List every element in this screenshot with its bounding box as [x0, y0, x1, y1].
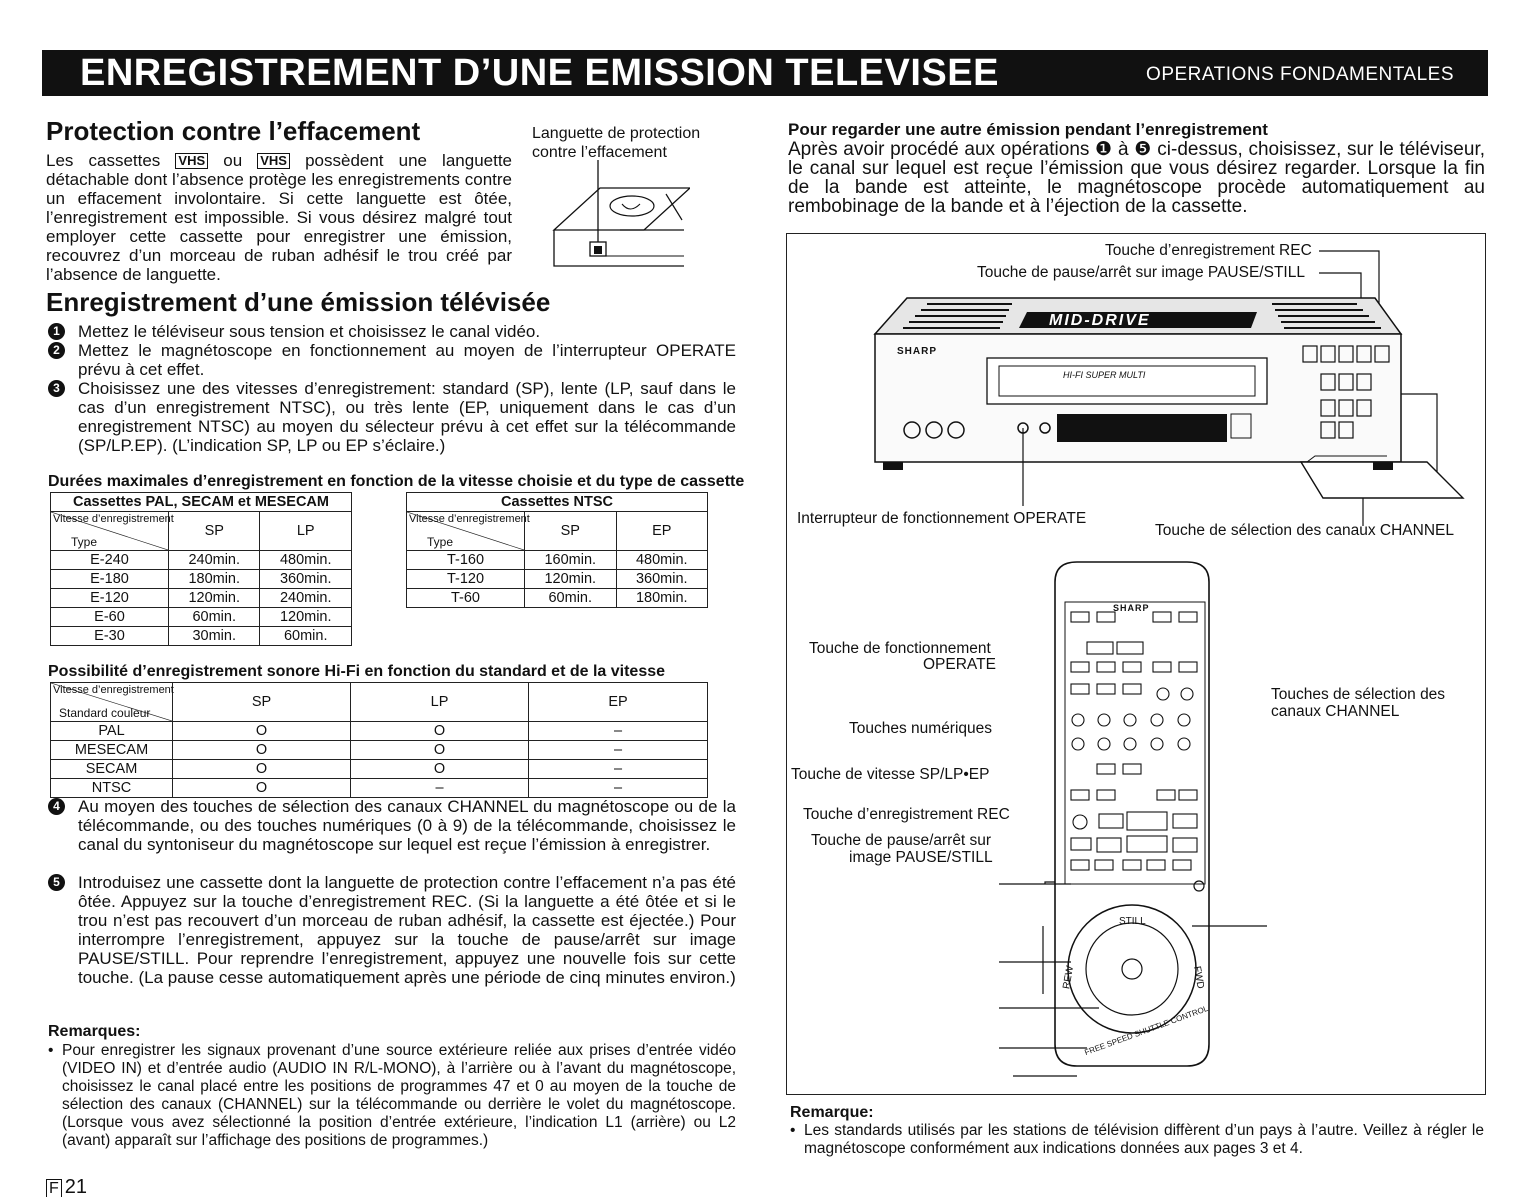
- vhs-logo-2: VHS: [257, 153, 290, 169]
- step-4: 4 Au moyen des touches de sélection des canaux CHANNEL du magnétoscope ou de la télécommande, ou des touches numériques (0 à 9) de la télécommande, choisissez le canal du syntoniseur du magnétoscope sur lequel est reçue l’émission à enregistrer.: [48, 797, 736, 854]
- page-number: F 21: [46, 1176, 87, 1197]
- remote-illustration: [787, 554, 1487, 1094]
- column-header: EP: [616, 512, 708, 551]
- step-number: 1: [48, 323, 65, 340]
- table-row: PAL O O –: [51, 722, 708, 741]
- other-program-text: Après avoir procédé aux opérations ❶ à ❺ ci-dessus, choisissez, sur le téléviseur, le canal sur lequel est reçue l’émission que vous désirez regarder. Lorsque la fin de la bande est atteinte, le magnétoscope procède automatiquement au rembobinage de la bande et à l’éjection de la cassette.: [788, 139, 1485, 217]
- table-row: E-180 180min. 360min.: [51, 570, 352, 589]
- remote-channel-label-2: canaux CHANNEL: [1271, 703, 1400, 720]
- table-group-header: Cassettes PAL, SECAM et MESECAM: [51, 493, 352, 512]
- step-number: 5: [48, 874, 65, 891]
- remote-speed-label: Touche de vitesse SP/LP•EP: [791, 766, 990, 783]
- remote-brand: SHARP: [1113, 603, 1150, 613]
- step-2: 2 Mettez le magnétoscope en fonctionnement au moyen de l’interrupteur OPERATE prévu à cet effet.: [48, 341, 736, 379]
- vcr-brand: SHARP: [897, 346, 938, 357]
- column-header: SP: [169, 512, 260, 551]
- table-row: NTSC O – –: [51, 779, 708, 798]
- header-banner: [42, 50, 1488, 96]
- remote-numeric-label: Touches numériques: [849, 720, 993, 737]
- hifi-caption: Possibilité d’enregistrement sonore Hi-Fi en fonction du standard et de la vitesse: [48, 663, 666, 680]
- durations-caption: Durées maximales d’enregistrement en fonction de la vitesse choisie et du type de cassette: [48, 473, 745, 490]
- hifi-table: [50, 682, 708, 798]
- step-3: 3 Choisissez une des vitesses d’enregistrement: standard (SP), lente (LP, sauf dans le cas d’un enregistrement NTSC), ou très lente (EP, uniquement dans le cas d’un enregistrement NTSC) au moyen du sélecteur prévu à cet effet sur la télécommande (SP/LP.EP). (L’indication SP, LP ou EP s’éclaire.): [48, 379, 736, 455]
- table-row: T-160 160min. 480min.: [407, 551, 708, 570]
- remote-rec-label: Touche d’enregistrement REC: [803, 806, 1010, 823]
- recording-heading: Enregistrement d’une émission télévisée: [46, 287, 551, 317]
- table-row: E-30 30min. 60min.: [51, 627, 352, 646]
- remarks-heading: Remarques:: [48, 1023, 141, 1040]
- remote-dial-fwd: FWD: [1190, 965, 1206, 990]
- remote-dial-shuttle: FREE SPEED SHUTTLE CONTROL: [1083, 1003, 1210, 1058]
- column-header: LP: [260, 512, 352, 551]
- table-row: E-240 240min. 480min.: [51, 551, 352, 570]
- vcr-operate-label: Interrupteur de fonctionnement OPERATE: [797, 510, 1087, 527]
- table-corner-cell: Vitesse d’enregistrement Standard couleur: [51, 683, 173, 722]
- section-label: OPERATIONS FONDAMENTALES: [1146, 64, 1454, 85]
- step-5: 5 Introduisez une cassette dont la languette de protection contre l’effacement n’a pas été ôtée. Appuyez sur la touche d’enregistrement REC. (Si la languette a été ôtée et si le trou n’est pas recouvert d’un morceau de ruban adhésif, la cassette est éjectée.) Pour interrompre l’enregistrement, appuyez sur la touche de pause/arrêt sur image PAUSE/STILL. Pour reprendre l’enregistrement, appuyez une nouvelle fois sur cette touche. (La pause cesse automatiquement après une période de cinq minutes environ.): [48, 873, 736, 987]
- vcr-logo: MID-DRIVE: [1049, 312, 1151, 329]
- table-row: T-60 60min. 180min.: [407, 589, 708, 608]
- table-row: T-120 120min. 360min.: [407, 570, 708, 589]
- vhs-logo: VHS: [175, 153, 208, 169]
- tab-caption: Languette de protection contre l’effacement: [532, 125, 701, 161]
- table-row: E-120 120min. 240min.: [51, 589, 352, 608]
- protection-text: Les cassettes VHS ou VHS possèdent une languette détachable dont l’absence protège les enregistrements contre un effacement involontaire. Si cette languette est ôtée, l’enregistrement est impossible. Si vous désirez malgré tout employer cette cassette pour enregistrer une émission, recouvrez d’un morceau de ruban adhésif le trou créé par l’absence de languette.: [46, 151, 513, 284]
- table-corner-cell: Vitesse d’enregistrement Type: [407, 512, 525, 551]
- column-header: LP: [351, 683, 529, 722]
- remark-text: • Les standards utilisés par les stations de télévision diffèrent d’un pays à l’autre. Veillez à régler le magnétoscope conformément aux indications données aux pages 3 et 4.: [790, 1122, 1484, 1157]
- remote-pause-label: Touche de pause/arrêt sur: [811, 832, 992, 849]
- remote-channel-label: Touches de sélection des: [1271, 686, 1446, 703]
- vcr-pause-label: Touche de pause/arrêt sur image PAUSE/STILL: [977, 264, 1305, 281]
- remote-dial-rew: REW: [1061, 965, 1077, 990]
- list-item: • Pour enregistrer les signaux provenant d’une source extérieure reliée aux prises d’entrée vidéo (VIDEO IN) et d’entrée audio (AUDIO IN R/L-MONO), à l’arrière ou à l’avant du magnétoscope, choisissez le canal placé entre les positions de programmes 47 et 0 au moyen de la touche de sélection des canaux (CHANNEL) sur la télécommande ou derrière le volet du magnétoscope. (Lorsque vous avez sélectionné la position d’entrée extérieure, l’indication L1 (arrière) ou L2 (avant) apparaît sur l’affichage des positions de programmes.): [48, 1042, 736, 1149]
- pal-duration-table: [50, 492, 352, 646]
- step-number: 2: [48, 342, 65, 359]
- step-number: 3: [48, 380, 65, 397]
- column-header: SP: [525, 512, 617, 551]
- ntsc-duration-table: [406, 492, 708, 608]
- column-header: EP: [529, 683, 708, 722]
- step-number: 4: [48, 798, 65, 815]
- vcr-figure: [786, 233, 1486, 1095]
- remote-operate-label-2: OPERATE: [923, 656, 996, 673]
- remote-pause-label-2: image PAUSE/STILL: [849, 849, 993, 866]
- table-row: MESECAM O O –: [51, 741, 708, 760]
- table-row: E-60 60min. 120min.: [51, 608, 352, 627]
- vcr-illustration: [787, 234, 1487, 554]
- cassette-tab-illustration: [548, 160, 690, 272]
- step-1: 1 Mettez le téléviseur sous tension et choisissez le canal vidéo.: [48, 322, 736, 341]
- page-title: ENREGISTREMENT D’UNE EMISSION TELEVISEE: [80, 52, 999, 94]
- table-corner-cell: Vitesse d’enregistrement Type: [51, 512, 169, 551]
- remote-dial-still: STILL: [1119, 916, 1146, 927]
- table-group-header: Cassettes NTSC: [407, 493, 708, 512]
- other-program-heading: Pour regarder une autre émission pendant l’enregistrement: [788, 120, 1268, 139]
- table-row: SECAM O O –: [51, 760, 708, 779]
- vcr-door-label: HI-FI SUPER MULTI: [1063, 370, 1146, 380]
- remarks-list: [48, 1042, 736, 1150]
- remote-operate-label: Touche de fonctionnement: [809, 640, 991, 657]
- vcr-channel-label: Touche de sélection des canaux CHANNEL: [1155, 522, 1454, 539]
- vcr-rec-label: Touche d’enregistrement REC: [1105, 242, 1312, 259]
- protection-heading: Protection contre l’effacement: [46, 116, 421, 146]
- remark-heading: Remarque:: [790, 1104, 874, 1121]
- column-header: SP: [173, 683, 351, 722]
